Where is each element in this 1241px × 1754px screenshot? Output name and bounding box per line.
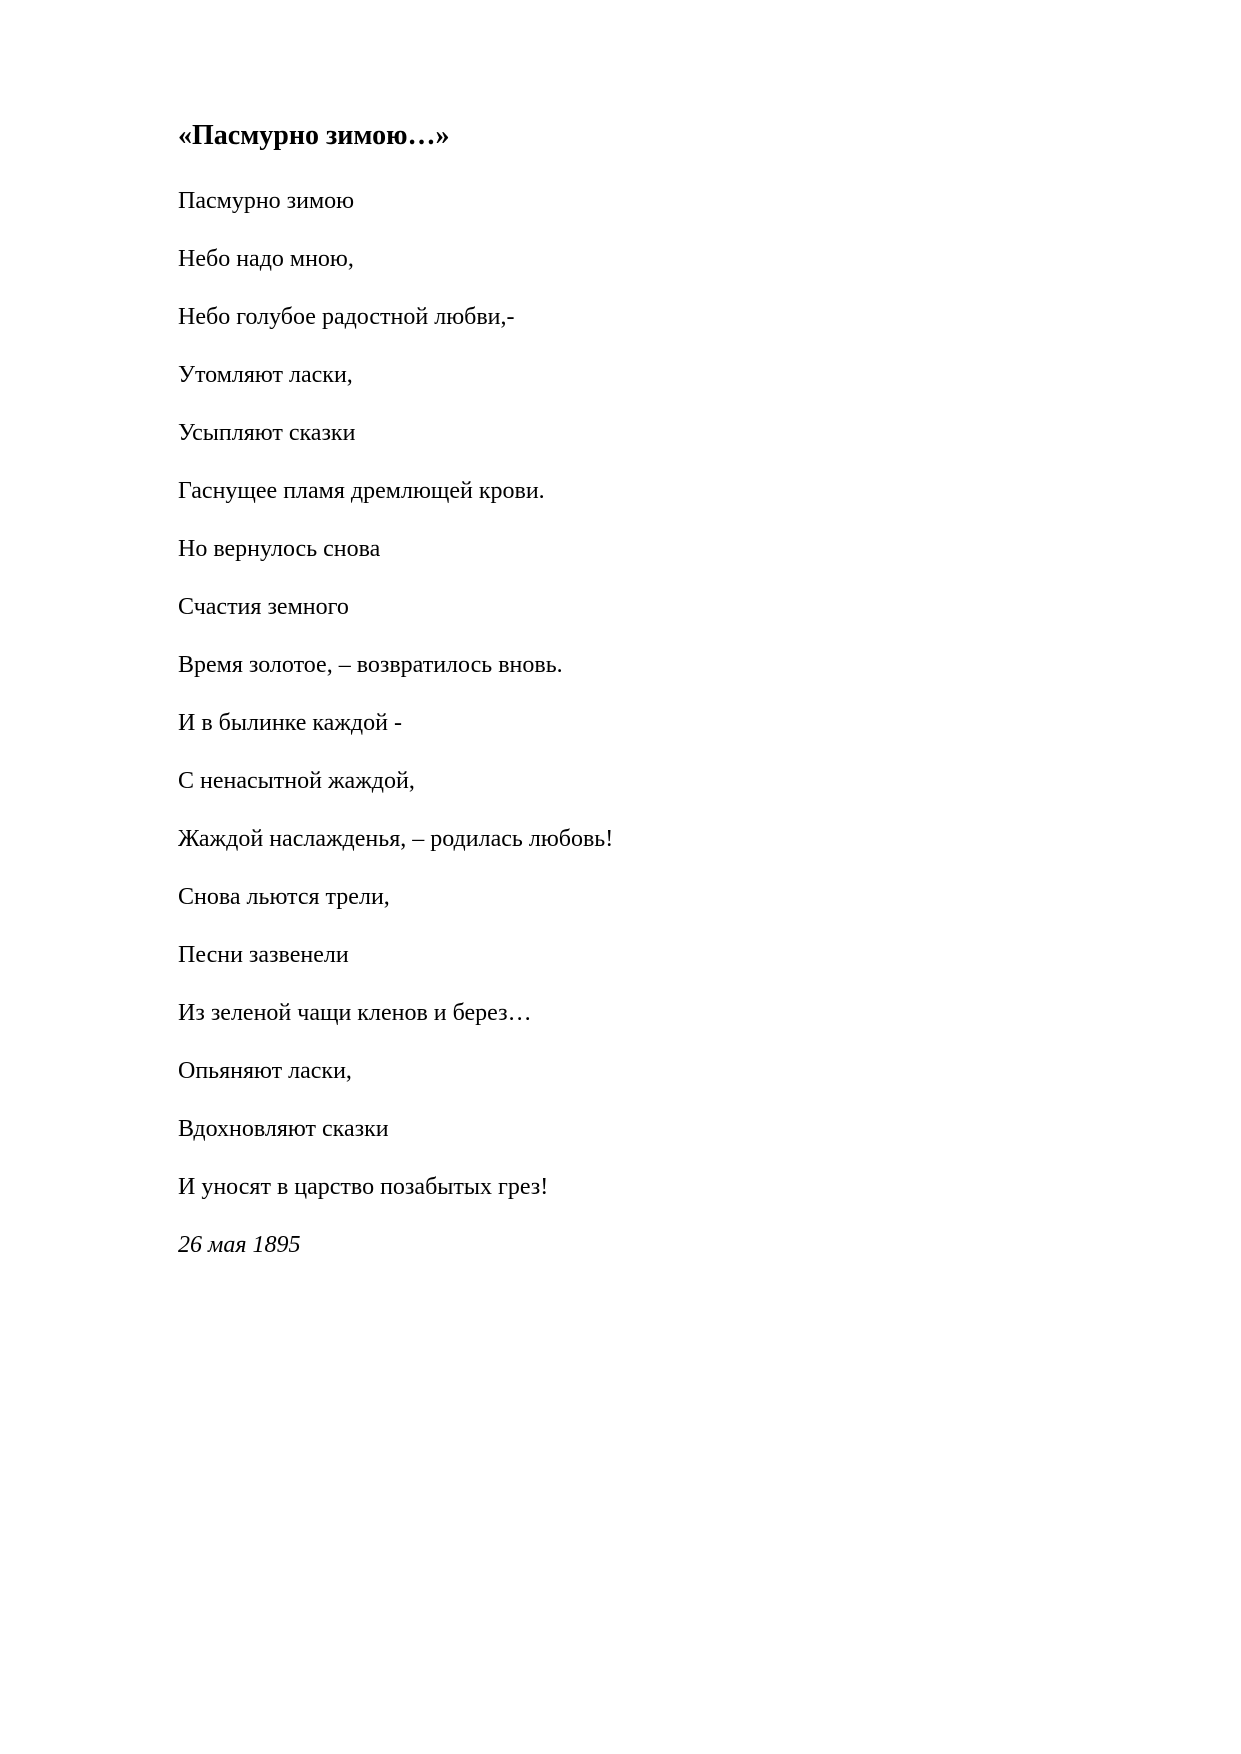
poem-line: Из зеленой чащи кленов и берез…: [178, 1000, 532, 1026]
poem-lines: [178, 172, 1078, 1216]
poem-line: Небо голубое радостной любви,-: [178, 304, 515, 330]
poem-line: Пасмурно зимою: [178, 188, 355, 214]
poem-line: Жаждой наслажденья, – родилась любовь!: [178, 826, 614, 852]
poem-line: Вдохновляют сказки: [178, 1116, 389, 1142]
poem-line: Но вернулось снова: [178, 536, 381, 562]
poem-line: И в былинке каждой -: [178, 710, 402, 736]
poem-line: С ненасытной жаждой,: [178, 768, 415, 794]
poem-title: «Пасмурно зимою…»: [178, 120, 450, 151]
poem-line: Песни зазвенели: [178, 942, 349, 968]
poem-line: Небо надо мною,: [178, 246, 354, 272]
poem-line: Опьяняют ласки,: [178, 1058, 352, 1084]
poem-line: Время золотое, – возвратилось вновь.: [178, 652, 563, 678]
poem-line: Утомляют ласки,: [178, 362, 353, 388]
poem-line: Усыпляют сказки: [178, 420, 356, 446]
poem-line: И уносят в царство позабытых грез!: [178, 1174, 549, 1200]
poem-line: Гаснущее пламя дремлющей крови.: [178, 478, 545, 504]
poem: [178, 114, 1078, 1274]
poem-line: Снова льются трели,: [178, 884, 390, 910]
poem-line: Счастия земного: [178, 594, 349, 620]
poem-date: 26 мая 1895: [178, 1232, 301, 1258]
